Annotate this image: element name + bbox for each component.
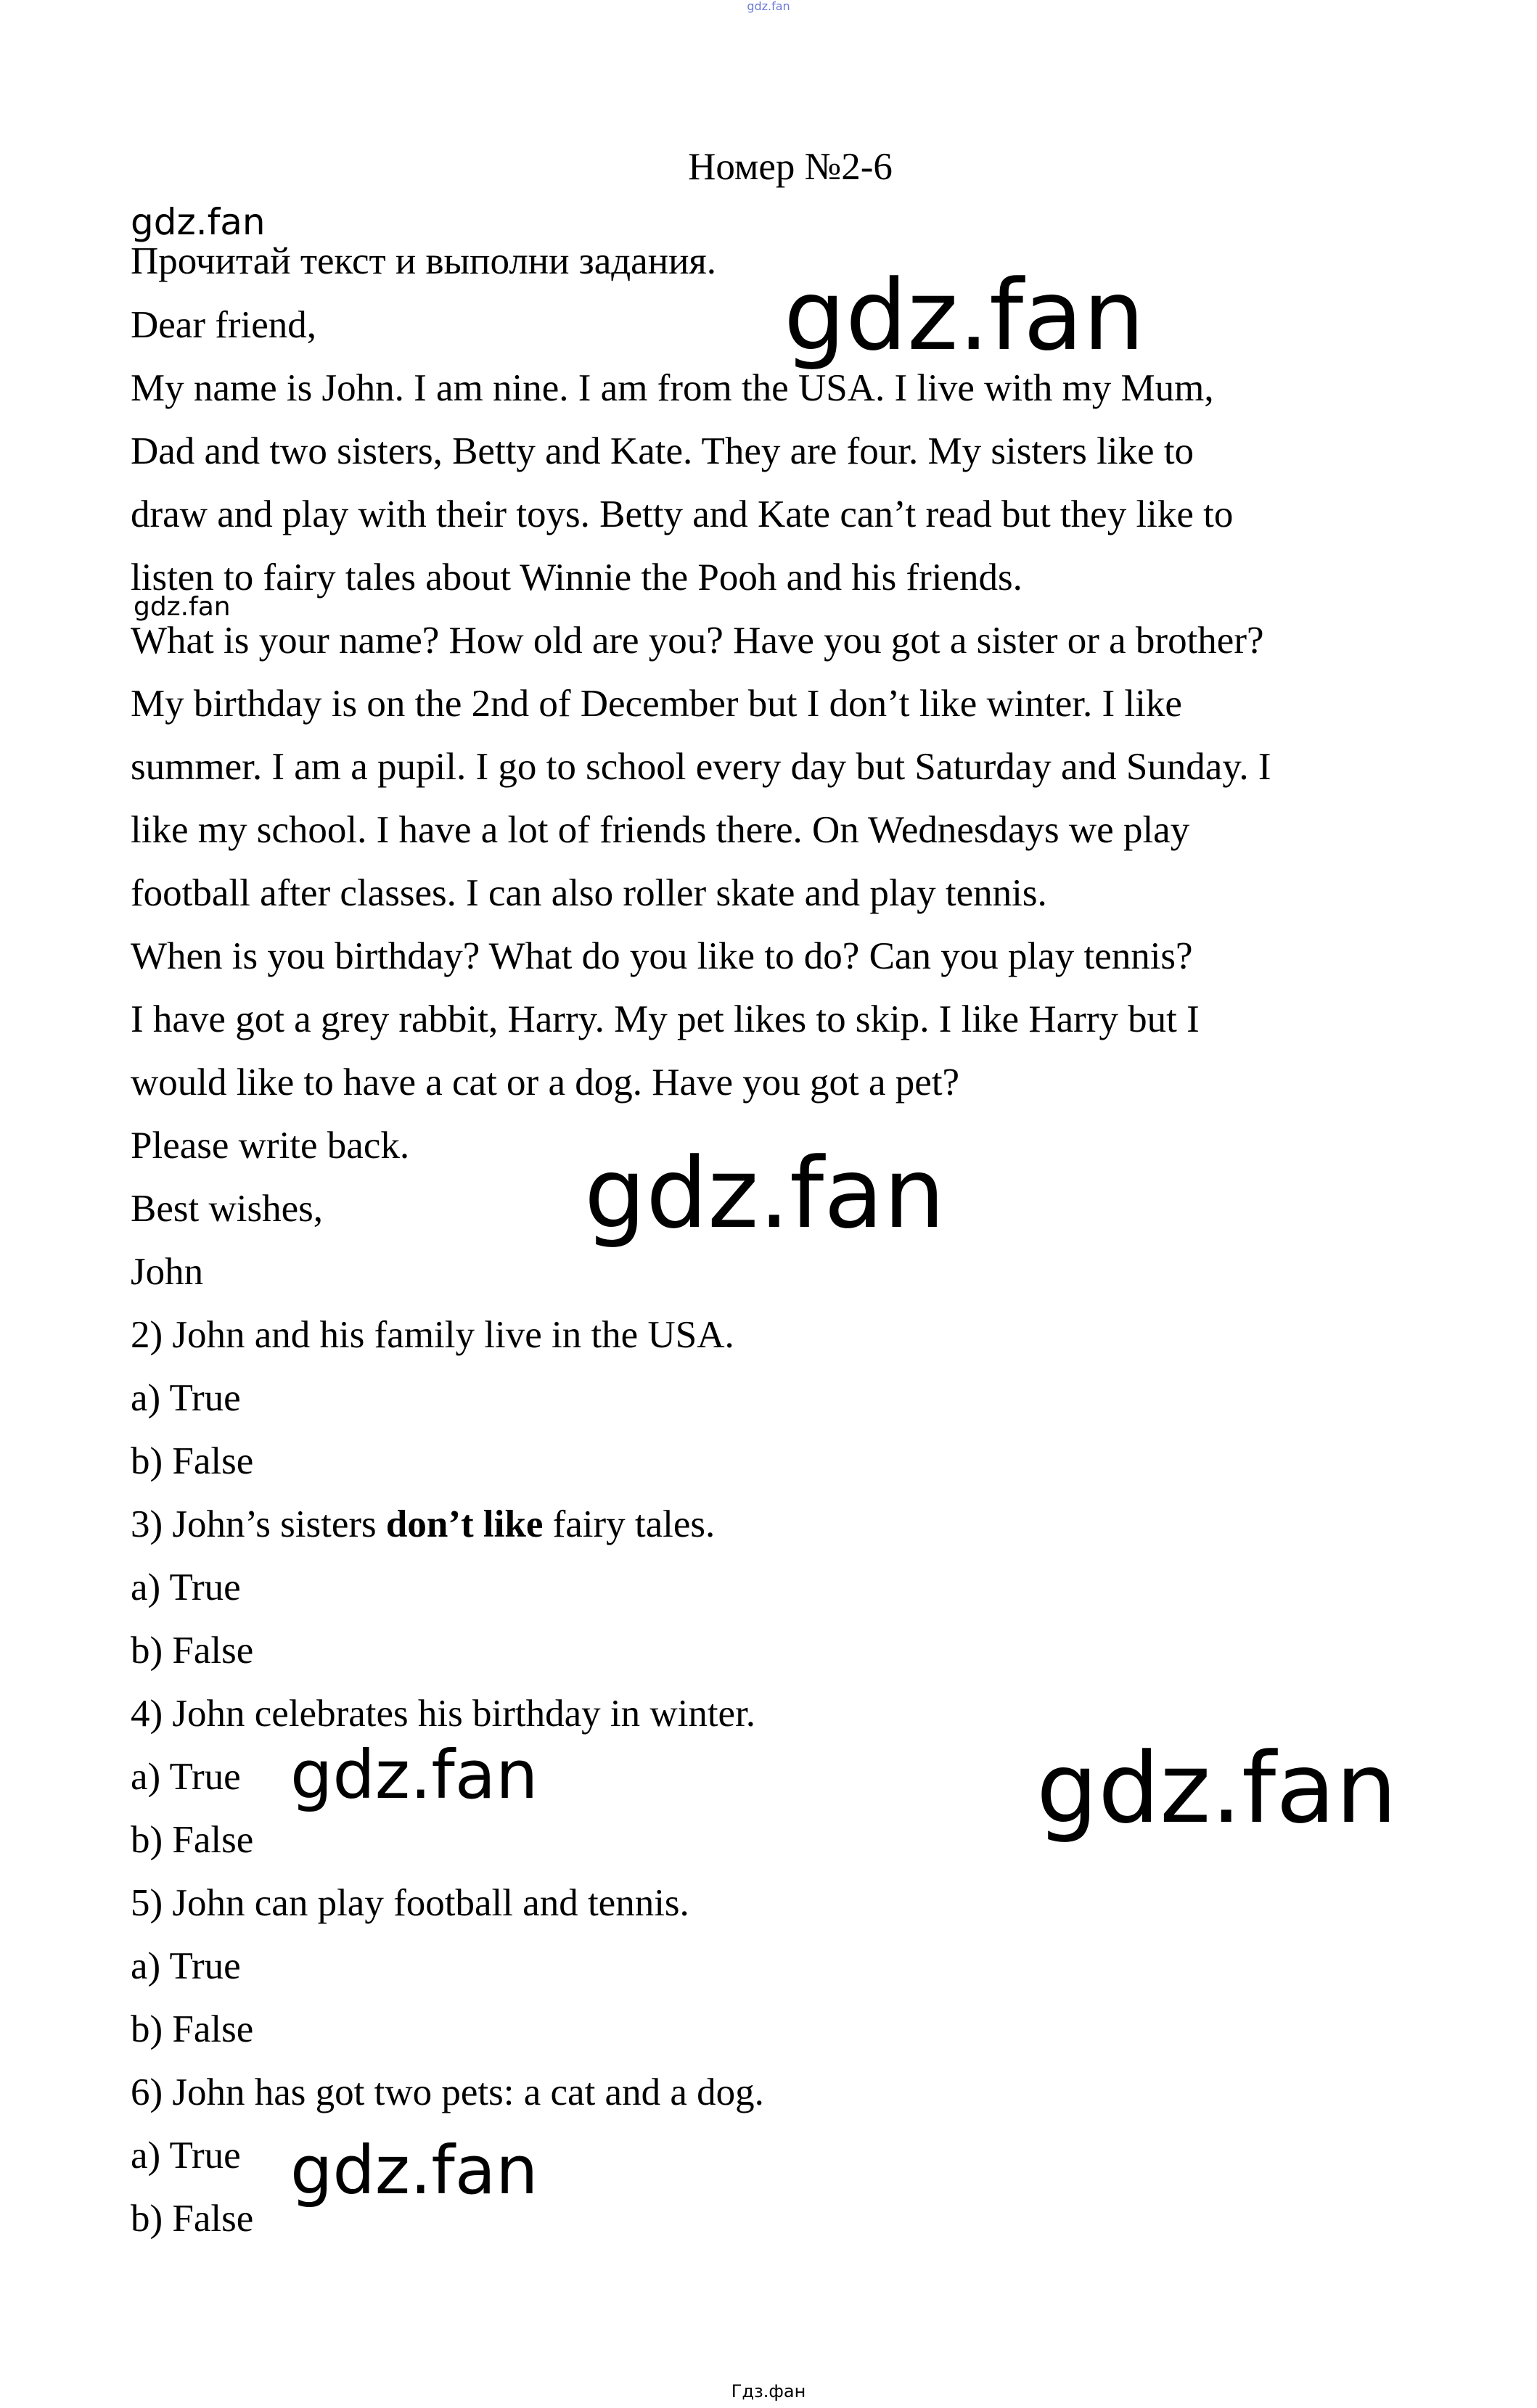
question-6: 6) John has got two pets: a cat and a dog. xyxy=(131,2071,764,2113)
letter-line: would like to have a cat or a dog. Have you got a pet? xyxy=(131,1061,960,1104)
question-5: 5) John can play football and tennis. xyxy=(131,1882,689,1924)
watermark-small-top: gdz.fan xyxy=(131,201,266,243)
question-4-option-b: b) False xyxy=(131,1819,254,1861)
footer-watermark: Гдз.фан xyxy=(731,2381,806,2401)
letter-signature: John xyxy=(131,1251,204,1293)
question-3-emphasis: don’t like xyxy=(385,1503,544,1545)
header-watermark: gdz.fan xyxy=(747,0,790,13)
question-6-option-a: a) True xyxy=(131,2134,241,2177)
question-3-option-b: b) False xyxy=(131,1630,254,1672)
letter-line: Dad and two sisters, Betty and Kate. They are four. My sisters like to xyxy=(131,430,1194,472)
letter-line: summer. I am a pupil. I go to school every day but Saturday and Sunday. I xyxy=(131,746,1271,788)
question-2: 2) John and his family live in the USA. xyxy=(131,1314,734,1356)
page-title: Номер №2-6 xyxy=(688,146,893,188)
letter-greeting: Dear friend, xyxy=(131,304,317,346)
watermark-big-top: gdz.fan xyxy=(784,259,1145,372)
watermark-small-mid: gdz.fan xyxy=(134,592,231,622)
letter-line: My birthday is on the 2nd of December but I don’t like winter. I like xyxy=(131,683,1182,725)
letter-sign-off: Best wishes, xyxy=(131,1188,323,1230)
question-2-option-a: a) True xyxy=(131,1377,241,1419)
question-2-option-b: b) False xyxy=(131,1440,254,1482)
letter-line: listen to fairy tales about Winnie the Pooh and his friends. xyxy=(131,556,1022,599)
question-5-option-a: a) True xyxy=(131,1945,241,1987)
question-4: 4) John celebrates his birthday in winter. xyxy=(131,1693,756,1735)
watermark-big-right: gdz.fan xyxy=(1036,1732,1398,1845)
question-4-option-a: a) True xyxy=(131,1756,241,1798)
letter-line: My name is John. I am nine. I am from the USA. I live with my Mum, xyxy=(131,367,1214,409)
question-3-suffix: fairy tales. xyxy=(543,1503,716,1545)
question-3-option-a: a) True xyxy=(131,1566,241,1608)
letter-line: draw and play with their toys. Betty and Kate can’t read but they like to xyxy=(131,493,1234,535)
question-3-prefix: 3) John’s sisters xyxy=(131,1503,386,1545)
letter-closing-request: Please write back. xyxy=(131,1125,410,1167)
letter-line: I have got a grey rabbit, Harry. My pet likes to skip. I like Harry but I xyxy=(131,998,1200,1040)
question-5-option-b: b) False xyxy=(131,2008,254,2050)
letter-line: When is you birthday? What do you like to do? Can you play tennis? xyxy=(131,935,1193,977)
question-6-option-b: b) False xyxy=(131,2198,254,2240)
letter-line: football after classes. I can also roller skate and play tennis. xyxy=(131,872,1047,914)
question-3 xyxy=(131,1503,715,1546)
instruction-text: Прочитай текст и выполни задания. xyxy=(131,240,717,282)
letter-line: What is your name? How old are you? Have you got a sister or a brother? xyxy=(131,620,1264,662)
watermark-mid-left-2: gdz.fan xyxy=(290,2132,538,2209)
watermark-big-mid: gdz.fan xyxy=(584,1137,946,1250)
letter-line: like my school. I have a lot of friends there. On Wednesdays we play xyxy=(131,809,1190,851)
watermark-mid-left-1: gdz.fan xyxy=(290,1736,538,1814)
